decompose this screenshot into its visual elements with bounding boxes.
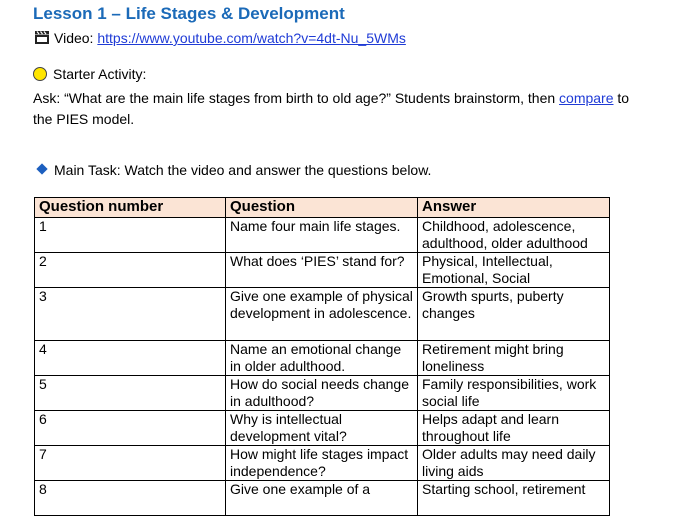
clapperboard-icon xyxy=(34,30,50,48)
row-number: 5 xyxy=(35,376,226,411)
starter-line xyxy=(33,66,146,82)
ask-paragraph xyxy=(33,88,633,130)
row-answer: Growth spurts, puberty changes xyxy=(418,288,610,341)
table-row xyxy=(35,341,610,376)
table-row xyxy=(35,253,610,288)
video-label: Video: xyxy=(54,30,94,46)
row-number: 6 xyxy=(35,411,226,446)
header-question: Question xyxy=(226,198,418,218)
row-number: 4 xyxy=(35,341,226,376)
row-question: Give one example of a xyxy=(226,481,418,516)
row-answer: Childhood, adolescence, adulthood, older adulthood xyxy=(418,218,610,253)
row-answer: Starting school, retirement xyxy=(418,481,610,516)
question-table xyxy=(34,197,610,516)
table-row xyxy=(35,446,610,481)
row-number: 7 xyxy=(35,446,226,481)
row-answer: Physical, Intellectual, Emotional, Social xyxy=(418,253,610,288)
yellow-circle-icon xyxy=(33,67,47,81)
ask-text: Ask: “What are the main life stages from birth to old age?” Students brainstorm, then xyxy=(33,90,556,106)
compare-link[interactable]: compare xyxy=(559,90,614,106)
row-question: How might life stages impact independence? xyxy=(226,446,418,481)
header-question-number: Question number xyxy=(35,198,226,218)
main-task-line xyxy=(36,162,431,178)
table-row xyxy=(35,411,610,446)
video-line xyxy=(34,30,406,48)
row-answer: Retirement might bring loneliness xyxy=(418,341,610,376)
blue-diamond-icon xyxy=(36,163,47,174)
row-question: Name an emotional change in older adulthood. xyxy=(226,341,418,376)
main-task-text: Main Task: Watch the video and answer the questions below. xyxy=(54,162,432,178)
starter-label: Starter Activity: xyxy=(53,66,147,82)
row-question: Why is intellectual development vital? xyxy=(226,411,418,446)
ask-text-end: to the PIES model. xyxy=(33,90,630,127)
row-answer: Helps adapt and learn throughout life xyxy=(418,411,610,446)
row-number: 1 xyxy=(35,218,226,253)
row-number: 8 xyxy=(35,481,226,516)
table-row xyxy=(35,288,610,341)
row-answer: Family responsibilities, work social life xyxy=(418,376,610,411)
row-question: How do social needs change in adulthood? xyxy=(226,376,418,411)
row-number: 3 xyxy=(35,288,226,341)
table-row xyxy=(35,376,610,411)
video-link[interactable]: https://www.youtube.com/watch?v=4dt-Nu_5WMs xyxy=(97,30,406,46)
row-answer: Older adults may need daily living aids xyxy=(418,446,610,481)
table-row xyxy=(35,218,610,253)
table-row xyxy=(35,481,610,516)
lesson-title: Lesson 1 – Life Stages & Development xyxy=(33,4,345,23)
row-question: Give one example of physical development in adolescence. xyxy=(226,288,418,341)
row-question: What does ‘PIES’ stand for? xyxy=(226,253,418,288)
table-header-row xyxy=(35,198,610,218)
header-answer: Answer xyxy=(418,198,610,218)
row-number: 2 xyxy=(35,253,226,288)
row-question: Name four main life stages. xyxy=(226,218,418,253)
